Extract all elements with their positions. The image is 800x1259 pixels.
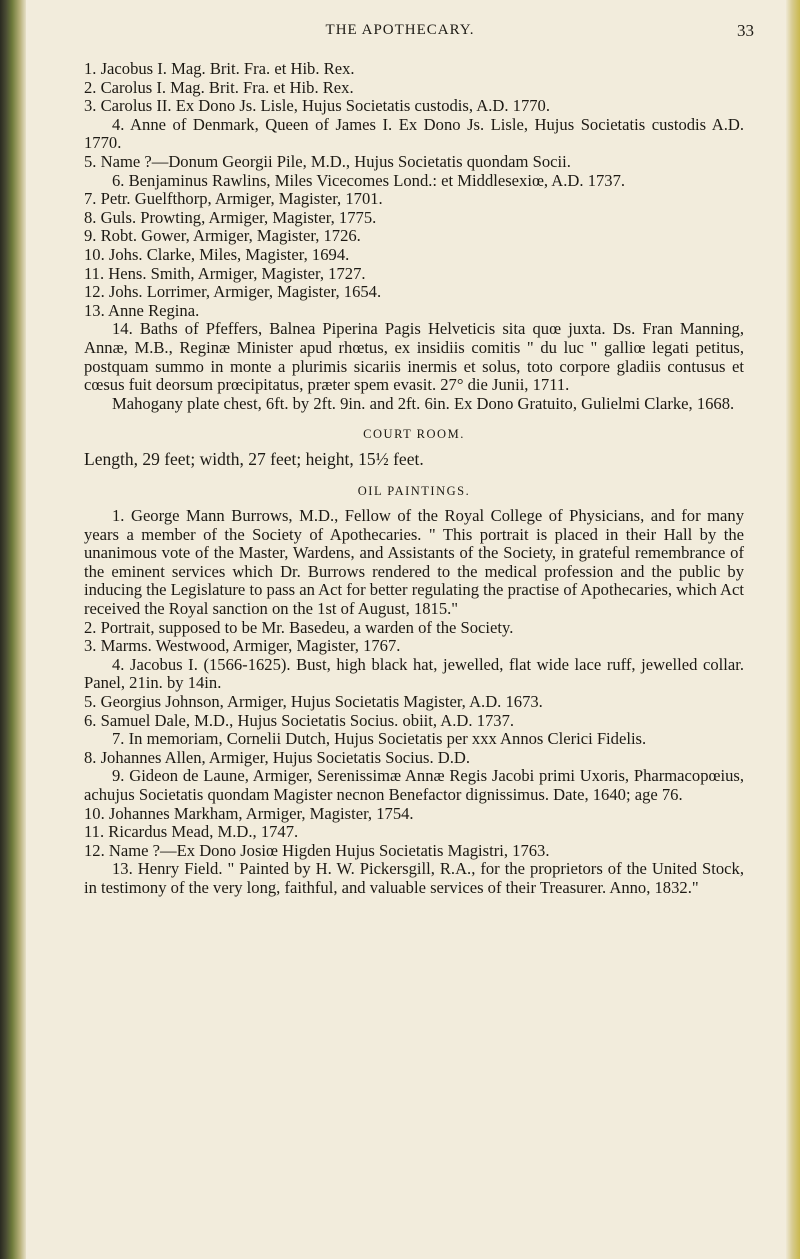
list-item: 14. Baths of Pfeffers, Balnea Piperina Pagis Helveticis sita quœ juxta. Ds. Fran Manning, Annæ, M.B., Reginæ Minister apud rhœtus, ex insidiis comitis " du luc " galliœ legati petitus, postquam summo in monte a plurimis sicariis inermis et solus, toto corpore gladiis contusus et cœsus fuit deorsum prœcipitatus, præter spem evasit. 27° die Junii, 1711. xyxy=(84,319,744,395)
list-item: Mahogany plate chest, 6ft. by 2ft. 9in. and 2ft. 6in. Ex Dono Gratuito, Gulielmi Clarke, 1668. xyxy=(112,393,735,413)
list-item: 10. Johs. Clarke, Miles, Magister, 1694. xyxy=(84,244,350,264)
list-item: 13. Anne Regina. xyxy=(84,300,200,320)
painting-item: 10. Johannes Markham, Armiger, Magister, 1754. xyxy=(84,803,414,823)
painting-item: 8. Johannes Allen, Armiger, Hujus Societatis Socius. D.D. xyxy=(84,747,471,767)
painting-item: 6. Samuel Dale, M.D., Hujus Societatis Socius. obiit, A.D. 1737. xyxy=(84,710,515,730)
list-item: 2. Carolus I. Mag. Brit. Fra. et Hib. Rex. xyxy=(84,77,354,97)
oil-paintings-heading: OIL PAINTINGS. xyxy=(357,484,471,499)
painting-item: 13. Henry Field. " Painted by H. W. Pickersgill, R.A., for the proprietors of the United Stock, in testimony of the very long, faithful, and valuable services of their Treasurer. Anno, 1832." xyxy=(84,859,744,897)
list-item: 1. Jacobus I. Mag. Brit. Fra. et Hib. Rex. xyxy=(84,59,355,78)
court-room-heading: COURT ROOM. xyxy=(363,427,465,442)
list-item: 3. Carolus II. Ex Dono Js. Lisle, Hujus Societatis custodis, A.D. 1770. xyxy=(84,96,550,116)
list-item: 7. Petr. Guelfthorp, Armiger, Magister, 1701. xyxy=(84,189,383,209)
book-spine-edge xyxy=(0,0,26,1259)
list-item: 8. Guls. Prowting, Armiger, Magister, 1775. xyxy=(84,207,377,227)
painting-item: 5. Georgius Johnson, Armiger, Hujus Societatis Magister, A.D. 1673. xyxy=(84,692,543,711)
page-header xyxy=(0,22,800,52)
list-item: 11. Hens. Smith, Armiger, Magister, 1727. xyxy=(84,263,366,283)
list-item: 4. Anne of Denmark, Queen of James I. Ex Dono Js. Lisle, Hujus Societatis custodis A.D. 1770. xyxy=(84,114,744,153)
painting-item: 3. Marms. Westwood, Armiger, Magister, 1767. xyxy=(84,636,401,656)
page-number: 33 xyxy=(737,21,754,40)
painting-item: 11. Ricardus Mead, M.D., 1747. xyxy=(84,822,299,842)
running-title: THE APOTHECARY. xyxy=(325,22,475,38)
page-right-edge xyxy=(786,0,800,1259)
list-item: 9. Robt. Gower, Armiger, Magister, 1726. xyxy=(84,226,361,246)
list-item: 5. Name ?—Donum Georgii Pile, M.D., Hujus Societatis quondam Socii. xyxy=(84,151,571,171)
list-item: 6. Benjaminus Rawlins, Miles Vicecomes Lond.: et Middlesexiœ, A.D. 1737. xyxy=(112,170,626,190)
painting-item: 7. In memoriam, Cornelii Dutch, Hujus Societatis per xxx Annos Clerici Fidelis. xyxy=(112,729,647,749)
painting-item: 9. Gideon de Laune, Armiger, Serenissimæ Annæ Regis Jacobi primi Uxoris, Pharmacopœius, achujus Societatis quondam Magister necnon Benefactor dignissimus. Date, 1640; age 76. xyxy=(84,766,744,804)
painting-item: 12. Name ?—Ex Dono Josiœ Higden Hujus Societatis Magistri, 1763. xyxy=(84,840,550,860)
court-room-dimensions: Length, 29 feet; width, 27 feet; height, 15½ feet. xyxy=(84,448,424,469)
list-item: 12. Johs. Lorrimer, Armiger, Magister, 1654. xyxy=(84,282,382,302)
painting-item: 4. Jacobus I. (1566-1625). Bust, high black hat, jewelled, flat wide lace ruff, jewelled collar. Panel, 21in. by 14in. xyxy=(84,654,744,693)
painting-item: 2. Portrait, supposed to be Mr. Basedeu, a warden of the Society. xyxy=(84,617,514,637)
painting-item: 1. George Mann Burrows, M.D., Fellow of the Royal College of Physicians, and for many years a member of the Society of Apothecaries. " This portrait is placed in their Hall by the unanimous vote of the Master, Wardens, and Assistants of the Society, in grateful remembrance of the eminent services which Dr. Burrows rendered to the medical profession and the public by inducing the Legislature to pass an Act for better regulating the practise of Apothecaries, which Act received the Royal sanction on the 1st of August, 1815." xyxy=(84,506,744,619)
page-body xyxy=(84,60,744,898)
